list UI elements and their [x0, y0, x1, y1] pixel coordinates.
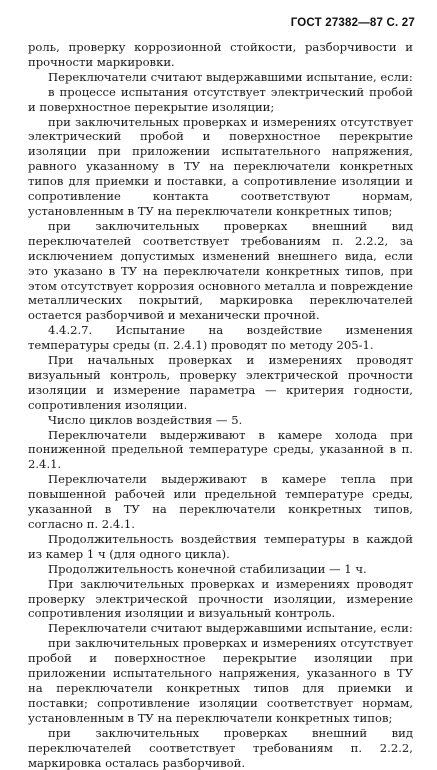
paragraph-1: роль, проверку коррозионной стойкости, разборчивости и прочности маркировки. — [28, 40, 413, 69]
paragraph-9: Переключатели выдерживают в камере холода при пониженной предельной температуре среды, указанной в п. 2.4.1. — [28, 427, 413, 472]
paragraph-13: При заключительных проверках и измерениях проводят проверку электрической прочности изоляции, измерение сопротивления изоляции и визуальный контроль. — [28, 576, 413, 621]
paragraph-5: при заключительных проверках внешний вид переключателей соответствует требованиям п. 2.2.2, за исключением допустимых изменений внешнего вида, если это указано в ТУ на переключатели конкретных типов, при этом отсутствует коррозия основного металла и повреждение металлических покрытий, маркировка переключателей остается разборчивой и механически прочной. — [28, 218, 413, 323]
paragraph-3: в процессе испытания отсутствует электрический пробой и поверхностное перекрытие изоляции; — [28, 84, 413, 114]
paragraph-4: при заключительных проверках и измерениях отсутствует электрический пробой и поверхностное перекрытие изоляции при приложении испытательного напряжения, равного указанному в ТУ на переключатели конкретных типов для приемки и поставки, а сопротивление изоляции и сопротивление контакта соответствуют нормам, установленным в ТУ на переключатели конкретных типов; — [28, 114, 413, 218]
page-header: ГОСТ 27382—87 С. 27 — [290, 17, 415, 29]
paragraph-7: При начальных проверках и измерениях проводят визуальный контроль, проверку электрической прочности изоляции и измерение параметра — критерия годности, сопротивления изоляции. — [28, 353, 413, 412]
document-body — [28, 40, 413, 770]
paragraph-2: Переключатели считают выдержавшими испытание, если: — [48, 69, 413, 84]
paragraph-10: Переключатели выдерживают в камере тепла при повышенной рабочей или предельной температуре среды, указанной в ТУ на переключатели конкретных типов, согласно п. 2.4.1. — [28, 472, 413, 531]
paragraph-8: Число циклов воздействия — 5. — [48, 412, 243, 427]
paragraph-16: при заключительных проверках внешний вид переключателей соответствует требованиям п. 2.2.2, маркировка осталась разборчивой. — [28, 725, 413, 770]
paragraph-14: Переключатели считают выдержавшими испытание, если: — [48, 621, 413, 636]
paragraph-15: при заключительных проверках и измерениях отсутствует пробой и поверхностное перекрытие изоляции при приложении испытательного напряжения, указанного в ТУ на переключатели конкретных типов для приемки и поставки; сопротивление изоляции соответствует нормам, установленным в ТУ на переключатели конкретных типов; — [28, 636, 413, 725]
section-4-4-2-7: 4.4.2.7. Испытание на воздействие изменения температуры среды (п. 2.4.1) проводят по методу 205-1. — [28, 323, 413, 353]
paragraph-11: Продолжительность воздействия температуры в каждой из камер 1 ч (для одного цикла). — [28, 531, 413, 561]
paragraph-12: Продолжительность конечной стабилизации — 1 ч. — [48, 561, 367, 576]
